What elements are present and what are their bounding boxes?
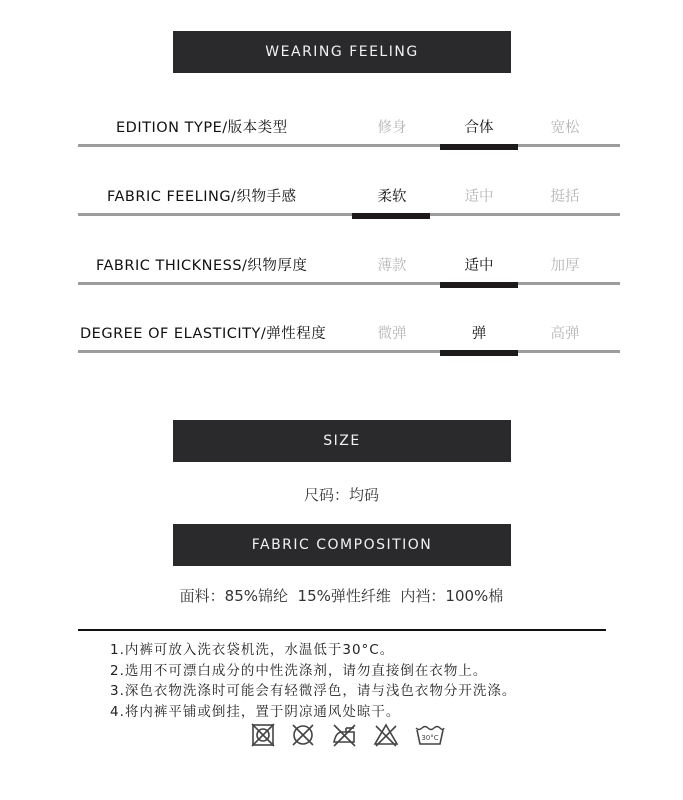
size-value: 尺码：均码 bbox=[303, 486, 379, 504]
row-rule bbox=[78, 144, 620, 147]
option-loose: 宽松 bbox=[550, 120, 580, 136]
do-not-bleach-icon bbox=[372, 722, 400, 748]
row-label: FABRIC THICKNESS/织物厚度 bbox=[96, 258, 308, 274]
section-divider bbox=[78, 629, 606, 631]
option-high-stretch: 高弹 bbox=[550, 326, 580, 342]
care-line: 4.将内裤平铺或倒挂，置于阴凉通风处晾干。 bbox=[110, 703, 401, 720]
care-icons bbox=[250, 722, 446, 748]
wearing-feeling-banner bbox=[173, 31, 511, 73]
row-label: DEGREE OF ELASTICITY/弹性程度 bbox=[80, 326, 327, 342]
wash-30c-icon bbox=[414, 722, 446, 748]
fabric-composition-banner bbox=[173, 524, 511, 566]
size-title: SIZE bbox=[323, 433, 361, 449]
do-not-dry-clean-icon bbox=[290, 722, 316, 748]
selected-indicator bbox=[440, 350, 518, 356]
option-slim: 修身 bbox=[377, 120, 407, 136]
row-rule bbox=[78, 213, 620, 216]
size-banner bbox=[173, 420, 511, 462]
option-medium: 适中 bbox=[464, 189, 494, 205]
fabric-composition-title: FABRIC COMPOSITION bbox=[251, 537, 433, 553]
fabric-thickness-row bbox=[78, 225, 620, 285]
wearing-feeling-title: WEARING FEELING bbox=[265, 44, 419, 60]
edition-type-row bbox=[78, 87, 620, 147]
composition-value: 面料：85%锦纶 15%弹性纤维 内裆：100%棉 bbox=[179, 587, 504, 605]
option-stiff: 挺括 bbox=[550, 189, 580, 205]
option-soft: 柔软 bbox=[377, 189, 407, 205]
option-regular: 合体 bbox=[464, 120, 494, 136]
option-thick: 加厚 bbox=[550, 258, 580, 274]
elasticity-row bbox=[78, 293, 620, 353]
row-label: FABRIC FEELING/织物手感 bbox=[107, 189, 297, 205]
care-instructions bbox=[110, 640, 516, 722]
row-label: EDITION TYPE/版本类型 bbox=[116, 120, 288, 136]
row-rule bbox=[78, 350, 620, 353]
selected-indicator bbox=[352, 213, 430, 219]
row-rule bbox=[78, 282, 620, 285]
care-line: 2.选用不可漂白成分的中性洗涤剂，请勿直接倒在衣物上。 bbox=[110, 662, 488, 679]
wash-temp-label: 30°C bbox=[421, 734, 439, 742]
do-not-tumble-dry-icon bbox=[250, 722, 276, 748]
selected-indicator bbox=[440, 282, 518, 288]
option-thin: 薄款 bbox=[377, 258, 407, 274]
care-line: 3.深色衣物洗涤时可能会有轻微浮色，请与浅色衣物分开洗涤。 bbox=[110, 683, 517, 699]
option-slight-stretch: 微弹 bbox=[377, 326, 407, 342]
option-stretch: 弹 bbox=[471, 326, 487, 342]
care-line: 1.内裤可放入洗衣袋机洗，水温低于30°C。 bbox=[110, 642, 395, 658]
selected-indicator bbox=[440, 144, 518, 150]
option-medium: 适中 bbox=[464, 258, 494, 274]
fabric-feeling-row bbox=[78, 156, 620, 216]
do-not-iron-icon bbox=[330, 722, 358, 748]
